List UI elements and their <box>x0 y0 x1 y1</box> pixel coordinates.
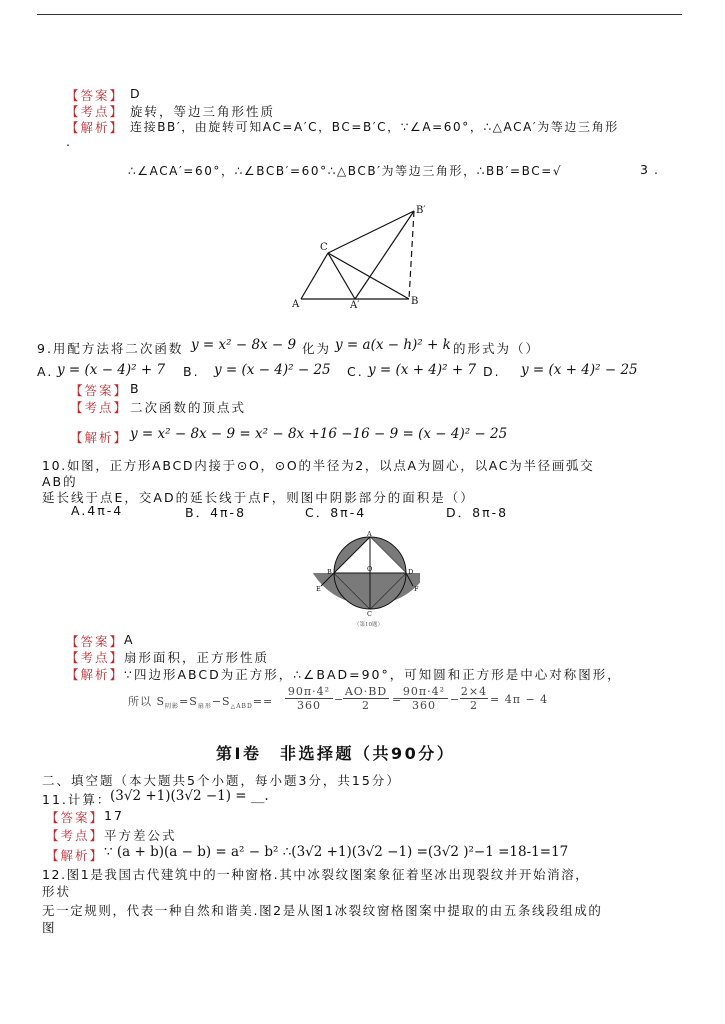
q10-answer-tag: 【答案】 <box>66 634 125 649</box>
analysis-line-2: ∴∠ACA′=60°，∴∠BCB′=60°∴△BCB′为等边三角形，∴BB′=BC=√ <box>128 164 563 178</box>
keypoint-tag: 【考点】 <box>66 104 125 119</box>
q10-keypoint-tag: 【考点】 <box>66 650 125 665</box>
q12-line-2: 形状 <box>42 884 72 899</box>
q9-option-d-label: D. <box>483 364 501 379</box>
label-a-prime: A′ <box>350 300 360 310</box>
q9-option-a: y = (x − 4)² + 7 <box>57 362 166 378</box>
q10-option-d: D．8π-8 <box>446 505 509 520</box>
q9-option-c-label: C. <box>347 364 364 379</box>
segment-cb-prime <box>328 211 414 253</box>
label-a: A <box>367 530 372 538</box>
q9-option-c: y = (x + 4)² + 7 <box>368 362 477 378</box>
label-e: E <box>316 585 321 593</box>
segment-ca-prime <box>328 253 355 299</box>
q10-keypoint-text: 扇形面积，正方形性质 <box>124 650 270 665</box>
figure-caption: （第10题） <box>354 622 383 628</box>
q9-answer-value: B <box>130 381 141 396</box>
rotation-triangle-figure <box>280 200 440 310</box>
label-b-prime: B′ <box>416 205 426 216</box>
q10-calc-prefix: 所以 $S_{阴影}=S_{扇形}-S_{\triangle ABD}==$ <box>128 695 274 711</box>
q10-stem-line-1: 10.如图，正方形ABCD内接于⊙O，⊙O的半径为2，以点A为圆心，以AC为半径画弧交 <box>42 458 595 473</box>
top-rule <box>37 14 682 15</box>
analysis-line-2-end: . <box>654 162 660 177</box>
segment-a-prime-b-prime <box>355 211 414 299</box>
q11-stem: 11.计算： <box>42 792 112 807</box>
answer-value: D <box>130 86 142 101</box>
q11-keypoint-tag: 【考点】 <box>46 828 105 843</box>
answer-tag: 【答案】 <box>66 88 125 103</box>
q9-answer-tag: 【答案】 <box>70 383 129 398</box>
q9-option-b-label: B. <box>183 364 200 379</box>
q11-analysis-formula: ∵ (a + b)(a − b) = a² − b² ∴(3√2 +1)(3√2 −1) =(3√2 )²−1 =18-1=17 <box>104 844 569 860</box>
q10-answer-value: A <box>124 632 135 647</box>
q10-calc-frac-2: AO·BD 2 <box>344 685 388 712</box>
q9-stem-formula-1: y = x² − 8x − 9 <box>191 337 297 353</box>
q12-line-4: 图 <box>42 920 57 935</box>
q9-stem-a: 9.用配方法将二次函数 <box>37 341 184 356</box>
q10-analysis-tag: 【解析】 <box>66 667 125 682</box>
q11-keypoint-text: 平方差公式 <box>104 828 177 843</box>
analysis-line-1-tail: . <box>66 134 72 149</box>
q12-line-1: 12.图1是我国古代建筑中的一种窗格.其中冰裂纹图案象征着坚冰出现裂纹并开始消溶， <box>42 867 590 882</box>
q9-option-d: y = (x + 4)² − 25 <box>521 362 638 378</box>
analysis-line-1: 连接BB′，由旋转可知AC=A′C，BC=B′C，∵∠A=60°，∴△ACA′为等边三角形 <box>130 120 619 134</box>
q11-answer-value: 17 <box>104 808 124 823</box>
q10-stem-line-3: 延长线于点E，交AD的延长线于点F，则图中阴影部分的面积是（） <box>42 490 475 505</box>
label-f: F <box>414 585 419 593</box>
q9-keypoint-text: 二次函数的顶点式 <box>130 400 247 415</box>
q10-option-c: C．8π-4 <box>305 505 367 520</box>
q9-option-a-label: A. <box>37 364 54 379</box>
circle-square-figure <box>310 530 420 630</box>
q10-option-b: B．4π-8 <box>185 505 247 520</box>
fill-in-section-heading: 二、填空题（本大题共5个小题，每小题3分，共15分） <box>42 773 401 788</box>
segment-cb <box>328 253 409 299</box>
label-o: O <box>367 565 373 573</box>
q11-stem-formula: (3√2 +1)(3√2 −1) = __. <box>110 788 269 804</box>
q10-calc-minus-1: − <box>334 693 345 706</box>
keypoint-text: 旋转，等边三角形性质 <box>130 104 276 119</box>
q9-analysis-tag: 【解析】 <box>70 430 129 445</box>
segment-bb-prime <box>409 211 414 299</box>
label-c: C <box>367 610 372 618</box>
analysis-tag: 【解析】 <box>66 120 125 135</box>
q10-calc-frac-4: 2×4 2 <box>460 685 488 712</box>
q10-calc-frac-3: 90π·4² 360 <box>400 685 448 712</box>
q10-calc-frac-1: 90π·4² 360 <box>285 685 333 712</box>
q9-keypoint-tag: 【考点】 <box>70 400 129 415</box>
q10-option-a: A.4π-4 <box>71 503 124 518</box>
label-c: C <box>320 242 328 253</box>
q9-stem-b: 化为 <box>302 341 332 356</box>
segment-ac <box>301 253 328 299</box>
label-d: D <box>408 568 414 576</box>
label-b: B <box>327 568 332 576</box>
label-b: B <box>411 296 419 307</box>
q11-analysis-tag: 【解析】 <box>46 848 105 863</box>
q11-answer-tag: 【答案】 <box>46 810 105 825</box>
analysis-line-2-value: 3 <box>640 162 650 177</box>
q10-calc-result: = 4π − 4 <box>490 693 549 706</box>
q12-line-3: 无一定规则，代表一种自然和谐美.图2是从图1冰裂纹窗格图案中提取的由五条线段组成的 <box>42 903 603 918</box>
q10-calc-eq: = <box>392 693 403 706</box>
section-title: 第Ⅰ卷 非选择题（共90分） <box>216 744 456 763</box>
q10-calc-minus-2: − <box>450 693 461 706</box>
q9-stem-c: 的形式为（） <box>453 341 541 356</box>
label-a: A <box>292 299 300 310</box>
q10-stem-line-2: AB的 <box>42 474 78 489</box>
q9-stem-formula-2: y = a(x − h)² + k <box>335 337 451 353</box>
q10-analysis-text: ∵四边形ABCD为正方形，∴∠BAD=90°，可知圆和正方形是中心对称图形， <box>124 667 622 682</box>
q9-analysis-formula: y = x² − 8x − 9 = x² − 8x +16 −16 − 9 = (x − 4)² − 25 <box>130 426 508 442</box>
q9-option-b: y = (x − 4)² − 25 <box>214 362 331 378</box>
